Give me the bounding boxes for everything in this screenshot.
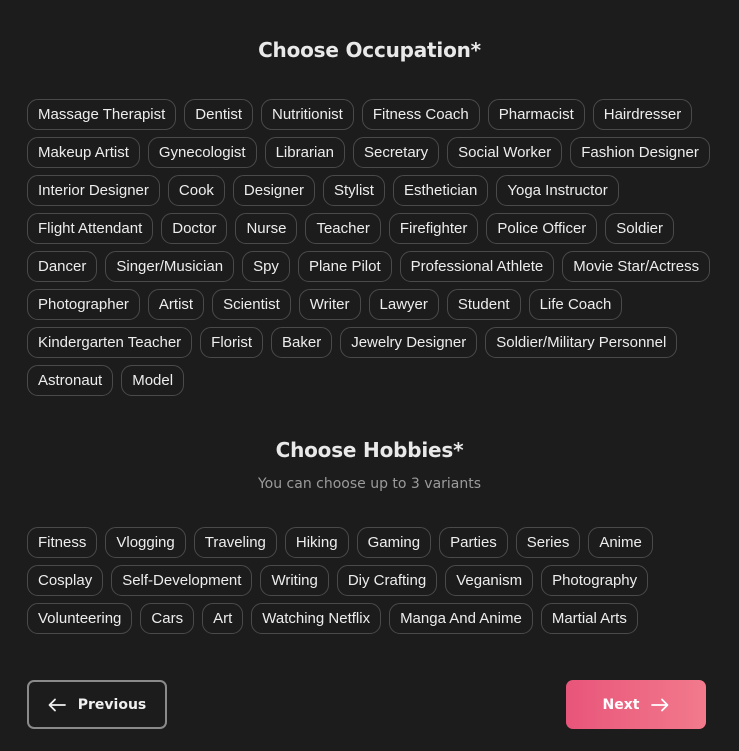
hobby-chip-cosplay[interactable]: Cosplay — [27, 565, 103, 596]
occupation-chip-police-officer[interactable]: Police Officer — [486, 213, 597, 244]
hobby-chip-writing[interactable]: Writing — [260, 565, 328, 596]
hobby-chip-art[interactable]: Art — [202, 603, 243, 634]
arrow-right-icon — [651, 698, 669, 712]
occupation-chip-jewelry-designer[interactable]: Jewelry Designer — [340, 327, 477, 358]
occupation-chip-social-worker[interactable]: Social Worker — [447, 137, 562, 168]
occupation-chip-makeup-artist[interactable]: Makeup Artist — [27, 137, 140, 168]
hobby-chip-martial-arts[interactable]: Martial Arts — [541, 603, 638, 634]
occupation-chip-stylist[interactable]: Stylist — [323, 175, 385, 206]
hobby-chip-anime[interactable]: Anime — [588, 527, 653, 558]
occupation-chip-librarian[interactable]: Librarian — [265, 137, 345, 168]
occupation-chip-soldier[interactable]: Soldier — [605, 213, 674, 244]
next-button[interactable] — [566, 680, 706, 729]
occupation-chip-model[interactable]: Model — [121, 365, 184, 396]
occupation-chip-dentist[interactable]: Dentist — [184, 99, 253, 130]
arrow-left-icon — [48, 698, 66, 712]
occupation-chip-life-coach[interactable]: Life Coach — [529, 289, 623, 320]
occupation-title: Choose Occupation* — [258, 38, 481, 62]
hobby-chip-hiking[interactable]: Hiking — [285, 527, 349, 558]
hobbies-title: Choose Hobbies* — [275, 438, 464, 462]
occupation-chip-massage-therapist[interactable]: Massage Therapist — [27, 99, 176, 130]
hobby-chip-series[interactable]: Series — [516, 527, 581, 558]
hobby-chip-gaming[interactable]: Gaming — [357, 527, 432, 558]
occupation-chip-lawyer[interactable]: Lawyer — [369, 289, 439, 320]
occupation-chip-singer-musician[interactable]: Singer/Musician — [105, 251, 234, 282]
occupation-chip-dancer[interactable]: Dancer — [27, 251, 97, 282]
occupation-chip-astronaut[interactable]: Astronaut — [27, 365, 113, 396]
hobby-chip-cars[interactable]: Cars — [140, 603, 194, 634]
hobby-chip-watching-netflix[interactable]: Watching Netflix — [251, 603, 381, 634]
occupation-chip-interior-designer[interactable]: Interior Designer — [27, 175, 160, 206]
occupation-chip-baker[interactable]: Baker — [271, 327, 332, 358]
occupation-chip-teacher[interactable]: Teacher — [305, 213, 380, 244]
hobby-chip-self-development[interactable]: Self-Development — [111, 565, 252, 596]
occupation-chip-soldier-military-personnel[interactable]: Soldier/Military Personnel — [485, 327, 677, 358]
occupation-chip-pharmacist[interactable]: Pharmacist — [488, 99, 585, 130]
occupation-chip-yoga-instructor[interactable]: Yoga Instructor — [496, 175, 618, 206]
hobby-options — [27, 527, 717, 634]
occupation-chip-movie-star-actress[interactable]: Movie Star/Actress — [562, 251, 710, 282]
occupation-options — [27, 99, 717, 396]
occupation-chip-professional-athlete[interactable]: Professional Athlete — [400, 251, 555, 282]
occupation-chip-plane-pilot[interactable]: Plane Pilot — [298, 251, 392, 282]
occupation-chip-cook[interactable]: Cook — [168, 175, 225, 206]
occupation-chip-doctor[interactable]: Doctor — [161, 213, 227, 244]
hobby-chip-vlogging[interactable]: Vlogging — [105, 527, 185, 558]
hobby-chip-diy-crafting[interactable]: Diy Crafting — [337, 565, 437, 596]
hobby-chip-photography[interactable]: Photography — [541, 565, 648, 596]
occupation-chip-nurse[interactable]: Nurse — [235, 213, 297, 244]
occupation-chip-kindergarten-teacher[interactable]: Kindergarten Teacher — [27, 327, 192, 358]
occupation-chip-photographer[interactable]: Photographer — [27, 289, 140, 320]
occupation-chip-nutritionist[interactable]: Nutritionist — [261, 99, 354, 130]
hobby-chip-parties[interactable]: Parties — [439, 527, 508, 558]
occupation-chip-florist[interactable]: Florist — [200, 327, 263, 358]
hobbies-subtitle: You can choose up to 3 variants — [257, 476, 482, 492]
occupation-chip-flight-attendant[interactable]: Flight Attendant — [27, 213, 153, 244]
occupation-chip-esthetician[interactable]: Esthetician — [393, 175, 488, 206]
occupation-chip-student[interactable]: Student — [447, 289, 521, 320]
occupation-chip-fitness-coach[interactable]: Fitness Coach — [362, 99, 480, 130]
previous-button[interactable] — [27, 680, 167, 729]
hobby-chip-manga-and-anime[interactable]: Manga And Anime — [389, 603, 533, 634]
occupation-chip-scientist[interactable]: Scientist — [212, 289, 291, 320]
occupation-chip-secretary[interactable]: Secretary — [353, 137, 439, 168]
occupation-chip-writer[interactable]: Writer — [299, 289, 361, 320]
occupation-chip-gynecologist[interactable]: Gynecologist — [148, 137, 257, 168]
hobby-chip-volunteering[interactable]: Volunteering — [27, 603, 132, 634]
occupation-chip-artist[interactable]: Artist — [148, 289, 204, 320]
hobby-chip-traveling[interactable]: Traveling — [194, 527, 277, 558]
occupation-chip-spy[interactable]: Spy — [242, 251, 290, 282]
next-label: Next — [602, 696, 640, 713]
hobby-chip-fitness[interactable]: Fitness — [27, 527, 97, 558]
occupation-chip-firefighter[interactable]: Firefighter — [389, 213, 479, 244]
occupation-chip-fashion-designer[interactable]: Fashion Designer — [570, 137, 710, 168]
occupation-chip-designer[interactable]: Designer — [233, 175, 315, 206]
hobby-chip-veganism[interactable]: Veganism — [445, 565, 533, 596]
previous-label: Previous — [77, 696, 147, 713]
occupation-chip-hairdresser[interactable]: Hairdresser — [593, 99, 693, 130]
